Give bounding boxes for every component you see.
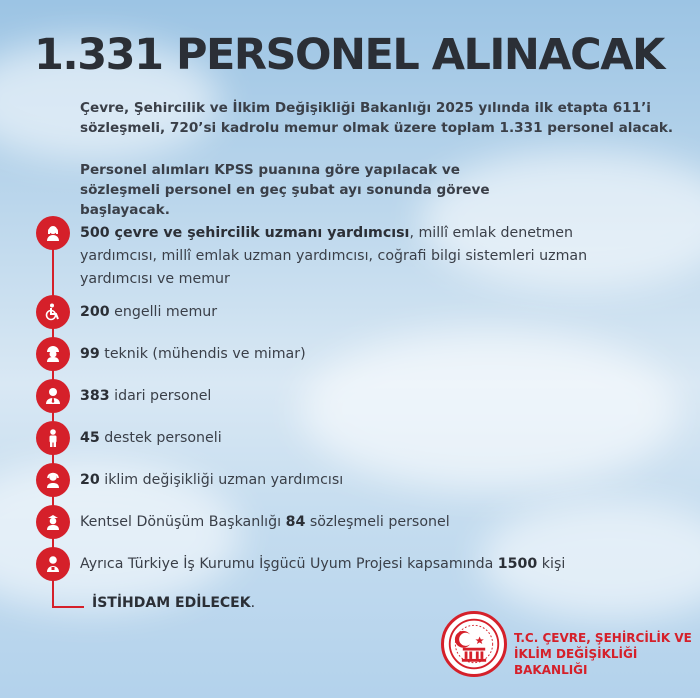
ministry-name-line2: İKLİM DEĞİŞİKLİĞİ BAKANLIĞI: [514, 647, 638, 677]
list-item: [36, 295, 640, 329]
ministry-logo: [441, 611, 507, 677]
recruitment-paragraph: Personel alımları KPSS puanına göre yapılacak ve sözleşmeli personel en geç şubat ayı sonunda göreve başlayacak.: [80, 162, 490, 218]
list-item-text: Kentsel Dönüşüm Başkanlığı 84 sözleşmeli personel: [80, 514, 450, 530]
list-item-text: Ayrıca Türkiye İş Kurumu İşgücü Uyum Projesi kapsamında 1500 kişi: [80, 556, 566, 572]
list-item: [36, 379, 640, 413]
list-item: [36, 337, 640, 371]
list-item-text: 200 engelli memur: [80, 304, 218, 320]
list-item: [36, 421, 640, 455]
worker-icon: [36, 421, 70, 455]
list-item-text: 99 teknik (mühendis ve mimar): [80, 346, 306, 362]
list-item: [36, 463, 640, 497]
intro-paragraph: Çevre, Şehircilik ve İlkim Değişikliği Bakanlığı 2025 yılında ilk etapta 611’i sözleşmeli, 720’si kadrolu memur olmak üzere toplam 1.331 personel alacak.: [80, 100, 674, 136]
list-item-text: 383 idari personel: [80, 388, 212, 404]
specialist-icon: [36, 463, 70, 497]
ministry-name: [514, 630, 694, 678]
list-item-text: 20 iklim değişikliği uzman yardımcısı: [80, 472, 344, 488]
wheelchair-icon: [36, 295, 70, 329]
list-item-text: 45 destek personeli: [80, 430, 222, 446]
engineer-icon: [36, 337, 70, 371]
page-title: 1.331 PERSONEL ALINACAK: [34, 30, 664, 80]
officer-icon: [36, 505, 70, 539]
list-item: [36, 216, 640, 291]
list-item-text: 500 çevre ve şehircilik uzmanı yardımcısı, millî emlak denetmen yardımcısı, millî emlak uzman yardımcısı, coğrafi bilgi sistemleri uzman yardımcısı ve memur: [80, 225, 588, 287]
list-item: [36, 505, 640, 539]
closing-statement: İSTİHDAM EDİLECEK.: [92, 595, 256, 611]
businessman-icon: [36, 379, 70, 413]
timeline-connector: [52, 606, 84, 608]
trainee-icon: [36, 547, 70, 581]
ministry-name-line1: T.C. ÇEVRE, ŞEHİRCİLİK VE: [514, 631, 692, 645]
woman-icon: [36, 216, 70, 250]
list-item: [36, 547, 640, 581]
